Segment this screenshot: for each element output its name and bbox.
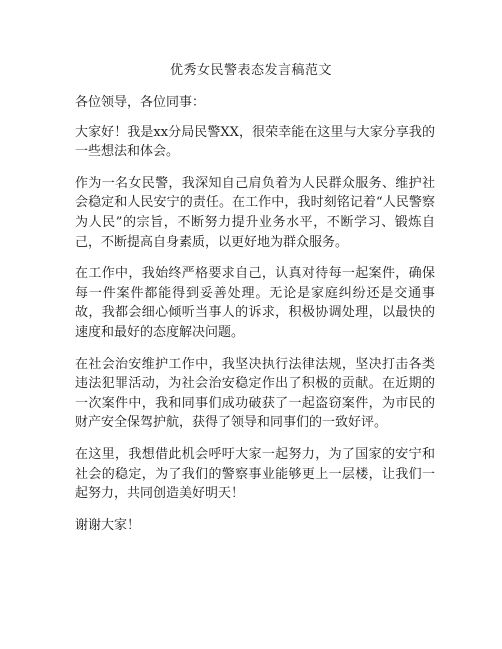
paragraph-intro: 大家好！我是xx分局民警XX，很荣幸能在这里与大家分享我的一些想法和体会。 [75,124,435,160]
greeting: 各位领导，各位同事： [75,95,206,110]
paragraph-cases: 在工作中，我始终严格要求自己，认真对待每一起案件，确保每一件案件都能得到妥善处理。无论是家庭纠纷还是交通事故，我都会细心倾听当事人的诉求，积极协调处理，以最快的速度和最好的态度解决问题。 [75,266,435,340]
document-title: 优秀女民警表态发言稿范文 [169,63,332,78]
document-body [75,93,435,547]
paragraph-responsibility: 作为一名女民警，我深知自己肩负着为人民群众服务、维护社会稳定和人民安宁的责任。在工作中，我时刻铭记着“人民警察为人民”的宗旨，不断努力提升业务水平，不断学习、锻炼自己，不断提高自身素质，以更好地为群众服务。 [75,175,435,250]
paragraph-public-security: 在社会治安维护工作中，我坚决执行法律法规，坚决打击各类违法犯罪活动，为社会治安稳定作出了积极的贡献。在近期的一次案件中，我和同事们成功破获了一起盗窃案件，为市民的财产安全保驾护航，获得了领导和同事们的一致好评。 [75,356,435,431]
paragraph-thanks: 谢谢大家！ [75,517,141,533]
paragraph-appeal: 在这里，我想借此机会呼吁大家一起努力，为了国家的安宁和社会的稳定，为了我们的警察事业能够更上一层楼，让我们一起努力，共同创造美好明天！ [75,446,435,502]
